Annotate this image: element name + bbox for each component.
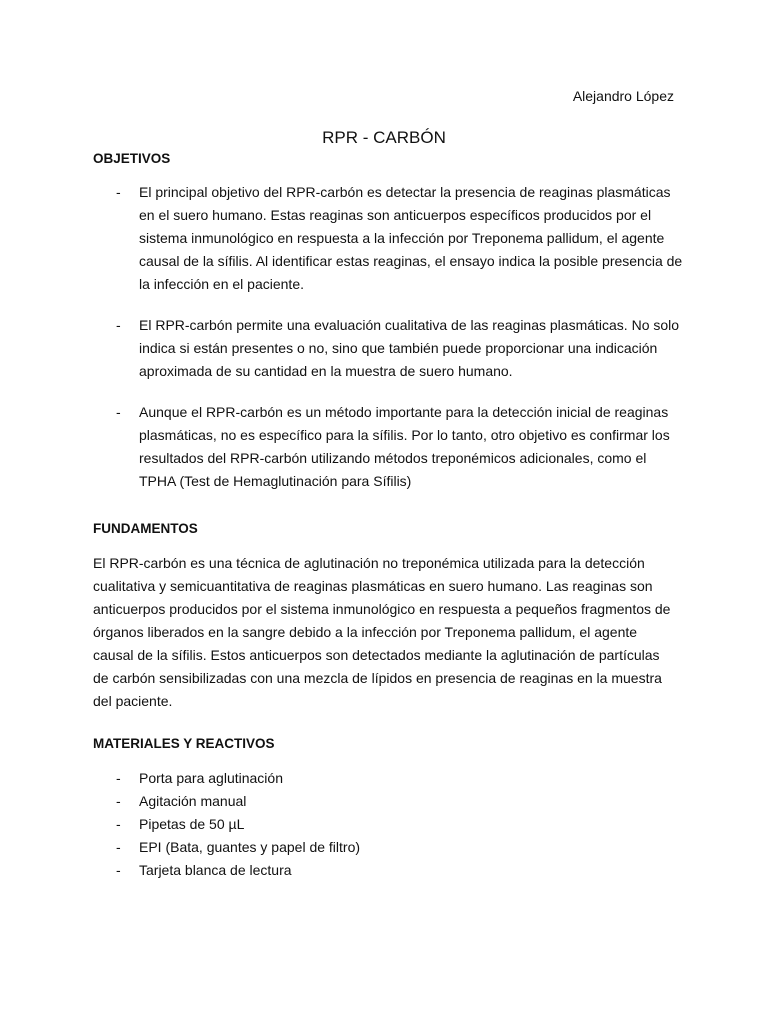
bullet-dash: - [116,184,121,200]
list-item [93,181,683,296]
list-item-text: El RPR-carbón permite una evaluación cualitativa de las reaginas plasmáticas. No solo indica si están presentes o no, sino que también puede proporcionar una indicación aproximada de su cantidad en la muestra de suero humano. [139,317,680,379]
document-title: RPR - CARBÓN [322,128,446,147]
list-item-text: EPI (Bata, guantes y papel de filtro) [139,839,361,855]
fundamentos-paragraph: El RPR-carbón es una técnica de aglutinación no treponémica utilizada para la detección cualitativa y semicuantitativa de reaginas plasmáticas en suero humano. Las reaginas son anticuerpos producidos por el sistema inmunológico en respuesta a pequeños fragmentos de órganos liberados en la sangre debido a la infección por Treponema pallidum, el agente causal de la sífilis. Estos anticuerpos son detectados mediante la aglutinación de partículas de carbón sensibilizadas con una mezcla de lípidos en presencia de reaginas en la muestra del paciente. [93,555,671,709]
bullet-dash: - [116,770,121,786]
materiales-list [93,767,683,882]
list-item [93,836,683,859]
bullet-dash: - [116,404,121,420]
section-heading-fundamentos: FUNDAMENTOS [93,521,198,536]
list-item [93,790,683,813]
list-item-text: Porta para aglutinación [139,770,283,786]
section-heading-materiales: MATERIALES Y REACTIVOS [93,736,275,751]
objetivos-list [93,181,683,493]
list-item-text: Pipetas de 50 µL [139,816,245,832]
list-item [93,813,683,836]
bullet-dash: - [116,839,121,855]
list-item [93,314,683,383]
list-item-text: Aunque el RPR-carbón es un método importante para la detección inicial de reaginas plasmáticas, no es específico para la sífilis. Por lo tanto, otro objetivo es confirmar los resultados del RPR-carbón utilizando métodos treponémicos adicionales, como el TPHA (Test de Hemaglutinación para Sífilis) [139,404,670,489]
author-name: Alejandro López [572,88,674,104]
list-item-text: Agitación manual [139,793,247,809]
list-item [93,859,683,882]
list-item-text: El principal objetivo del RPR-carbón es detectar la presencia de reaginas plasmáticas en el suero humano. Estas reaginas son anticuerpos específicos producidos por el sistema inmunológico en respuesta a la infección por Treponema pallidum, el agente causal de la sífilis. Al identificar estas reaginas, el ensayo indica la posible presencia de la infección en el paciente. [139,184,683,292]
list-item [93,767,683,790]
bullet-dash: - [116,317,121,333]
list-item-text: Tarjeta blanca de lectura [139,862,292,878]
bullet-dash: - [116,793,121,809]
bullet-dash: - [116,862,121,878]
bullet-dash: - [116,816,121,832]
list-item [93,401,683,493]
section-heading-objetivos: OBJETIVOS [93,151,171,166]
